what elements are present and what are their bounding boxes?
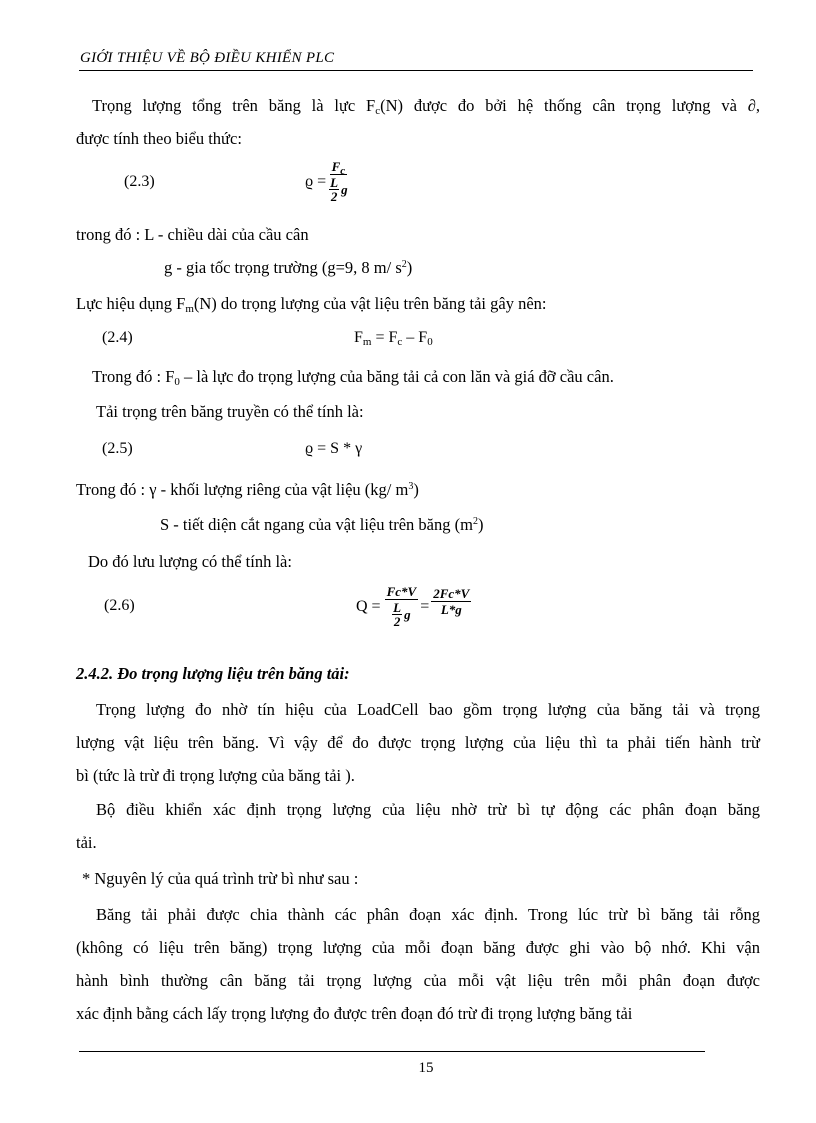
intro-line-2: được tính theo biểu thức: bbox=[76, 129, 242, 148]
where-g: g - gia tốc trọng trường (g=9, 8 m/ $s^2$) bbox=[164, 258, 413, 277]
where-l: trong đó : L - chiều dài của cầu cân bbox=[76, 225, 309, 244]
eq-2-4-label: (2.4) bbox=[102, 329, 133, 346]
where-gamma: Trong đó : γ - khối lượng riêng của vật liệu (kg/ $m^3$) bbox=[76, 480, 419, 499]
eq-2-4-formula: $F_m = F_c - F_0$ bbox=[354, 329, 433, 348]
eq-2-6-formula: Q = Fc*V L 2 g = $\frac{2Fc*V}{L*g}$ bbox=[356, 584, 470, 629]
paragraph-1-line-3: bì (tức là trừ đi trọng lượng của băng tải ). bbox=[76, 766, 355, 785]
footer-rule bbox=[79, 1051, 705, 1052]
intro-line-1: Trọng lượng tổng trên băng là lực $F_c(N)$ được đo bởi hệ thống cân trọng lượng và ∂, bbox=[92, 96, 760, 117]
where-f0: Trong đó : $F_0$ – là lực đo trọng lượng của băng tải cả con lăn và giá đỡ cầu cân. bbox=[92, 367, 614, 388]
eq-2-5-formula: ϱ = S * γ bbox=[305, 440, 363, 457]
paragraph-2-line-1: Bộ điều khiển xác định trọng lượng của liệu nhờ trừ bì tự động các phân đoạn băng bbox=[96, 800, 760, 819]
section-heading: 2.4.2. Đo trọng lượng liệu trên băng tải: bbox=[76, 664, 350, 683]
effective-force-line: Lực hiệu dụng $F_m(N)$ do trọng lượng của vật liệu trên băng tải gây nên: bbox=[76, 294, 547, 315]
paragraph-4-line-3: hành bình thường cân băng tải trọng lượng của mỗi vật liệu trên mỗi phân đoạn được bbox=[76, 971, 760, 990]
header-rule bbox=[79, 70, 753, 71]
eq-2-3-label: (2.3) bbox=[124, 173, 155, 190]
eq-2-5-label: (2.5) bbox=[102, 440, 133, 457]
page-number: 15 bbox=[418, 1060, 434, 1076]
paragraph-4-line-2: (không có liệu trên băng) trọng lượng của mỗi đoạn băng được ghi vào bộ nhớ. Khi vận bbox=[76, 938, 760, 957]
paragraph-2-line-2: tải. bbox=[76, 833, 97, 852]
flow-line: Do đó lưu lượng có thể tính là: bbox=[88, 552, 292, 571]
paragraph-4-line-4: xác định bằng cách lấy trọng lượng đo được trên đoạn đó trừ đi trọng lượng băng tải bbox=[76, 1004, 633, 1023]
eq-2-3-formula: ϱ = $F_c$ L 2 g bbox=[305, 159, 348, 204]
where-s: S - tiết diện cắt ngang của vật liệu trên băng $(m^2)$ bbox=[160, 515, 484, 534]
paragraph-1-line-1: Trọng lượng đo nhờ tín hiệu của LoadCell bao gồm trọng lượng của băng tải và trọng bbox=[96, 700, 760, 719]
page-header: GIỚI THIỆU VỀ BỘ ĐIỀU KHIỂN PLC bbox=[80, 50, 335, 66]
load-line: Tải trọng trên băng truyền có thể tính là: bbox=[96, 402, 364, 421]
paragraph-1-line-2: lượng vật liệu trên băng. Vì vậy để đo được trọng lượng của liệu thì ta phải tiến hành trừ bbox=[76, 733, 760, 752]
paragraph-4-line-1: Băng tải phải được chia thành các phân đoạn xác định. Trong lúc trừ bì băng tải rỗng bbox=[96, 905, 760, 924]
paragraph-3: * Nguyên lý của quá trình trừ bì như sau : bbox=[82, 869, 359, 888]
eq-2-6-label: (2.6) bbox=[104, 597, 135, 614]
